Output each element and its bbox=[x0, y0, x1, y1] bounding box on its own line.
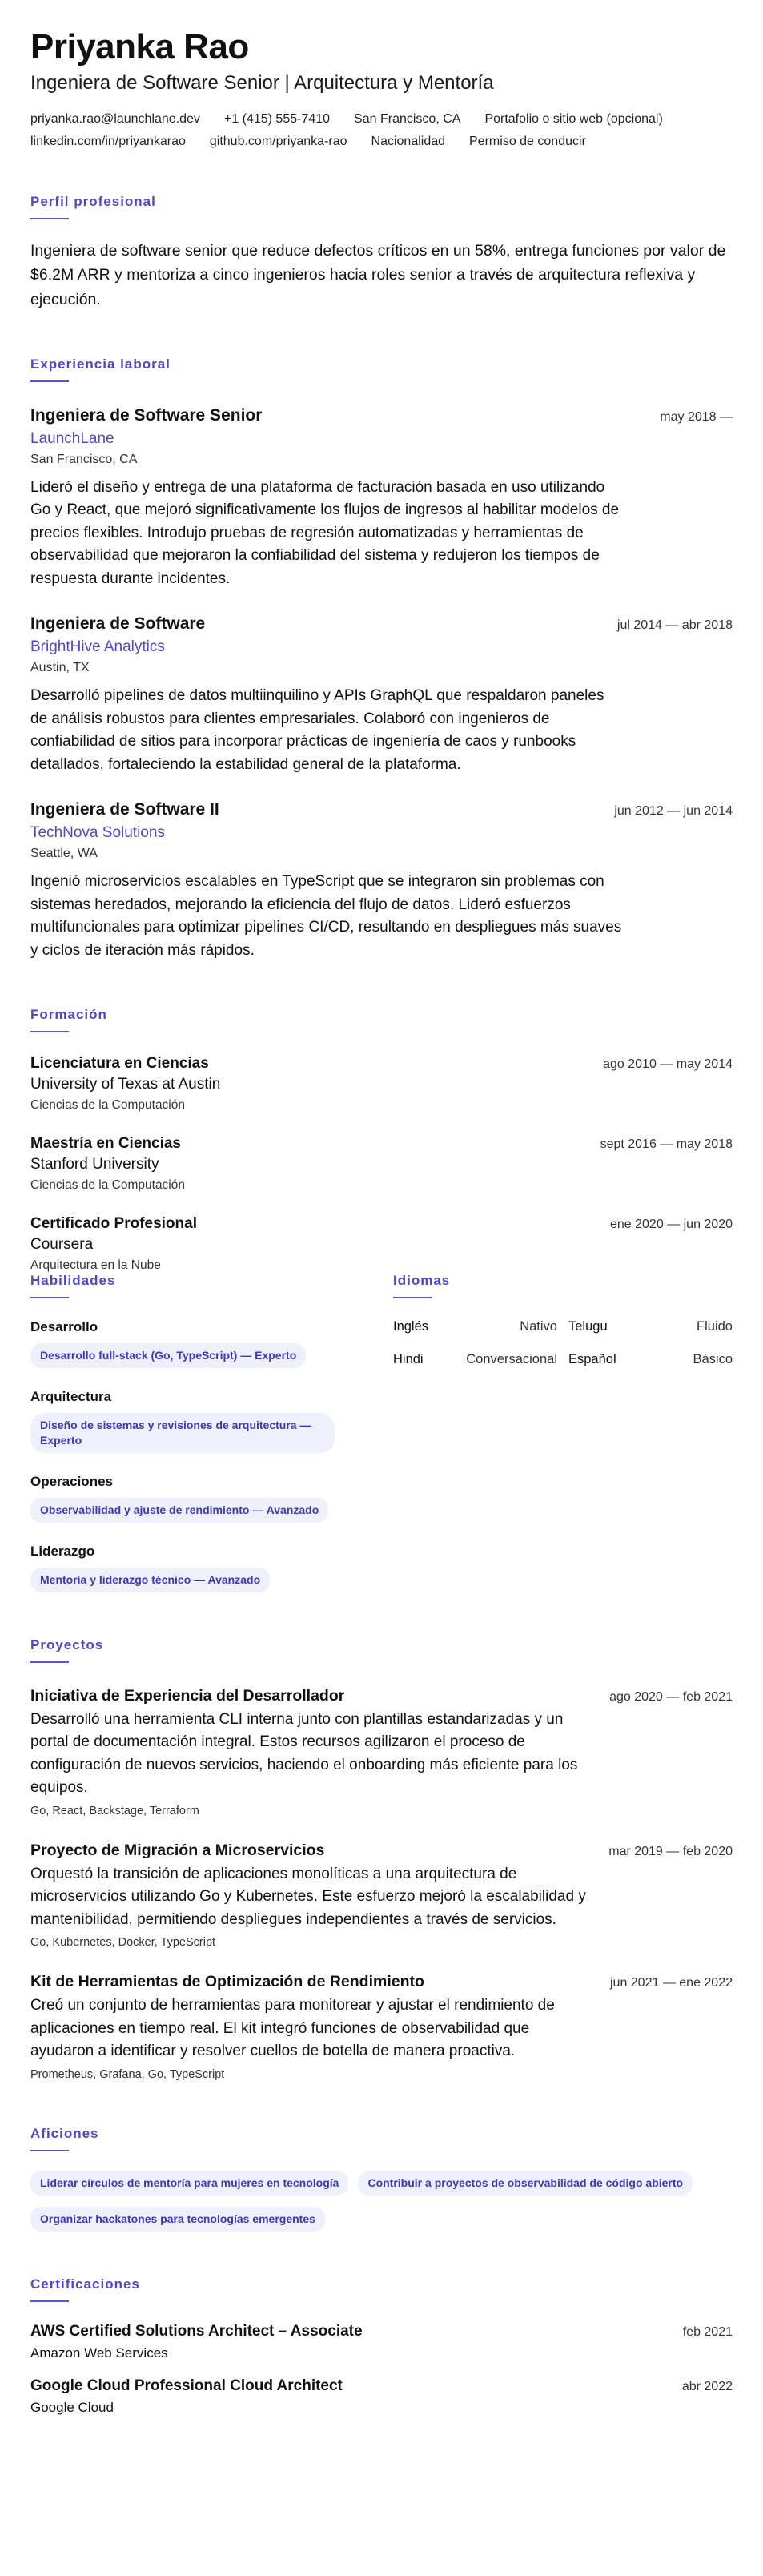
job-entry bbox=[30, 406, 733, 591]
job-dates: jul 2014 — abr 2018 bbox=[616, 618, 733, 633]
language-item bbox=[393, 1352, 557, 1367]
job-title: Ingeniera de Software II bbox=[30, 800, 219, 819]
education-school: Stanford University bbox=[30, 1156, 159, 1173]
education-degree: Licenciatura en Ciencias bbox=[30, 1055, 209, 1073]
contact-linkedin[interactable]: linkedin.com/in/priyankarao bbox=[30, 135, 186, 149]
skill-category: Desarrollo bbox=[30, 1319, 98, 1335]
project-description: Desarrolló una herramienta CLI interna junto con plantillas estandarizadas y un portal de documentación integral. Estos recursos agilizaron el proceso de configuración de nuevos servicios, haciendo el onboarding más eficiente para los equipos. bbox=[30, 1710, 578, 1797]
interest-chip: Contribuir a proyectos de observabilidad de código abierto bbox=[358, 2171, 693, 2196]
project-description: Creó un conjunto de herramientas para monitorear y ajustar el rendimiento de aplicaciones en tiempo real. El kit integró funciones de observabilidad que ayudaron a identificar y resolver cuellos de botella de manera proactiva. bbox=[30, 1997, 555, 2060]
project-title: Proyecto de Migración a Microservicios bbox=[30, 1841, 325, 1859]
project-tech: Prometheus, Grafana, Go, TypeScript bbox=[30, 2067, 225, 2081]
contact-info-secondary bbox=[30, 135, 733, 149]
education-field: Ciencias de la Computación bbox=[30, 1178, 185, 1193]
language-level: Fluido bbox=[697, 1319, 733, 1334]
certification-date: feb 2021 bbox=[682, 2324, 733, 2339]
interests-list bbox=[30, 2164, 733, 2232]
interest-chip: Organizar hackatones para tecnologías emergentes bbox=[30, 2207, 325, 2232]
job-location: San Francisco, CA bbox=[30, 452, 138, 466]
language-item bbox=[568, 1352, 733, 1367]
education-dates: ago 2010 — may 2014 bbox=[603, 1057, 733, 1072]
certifications-section bbox=[30, 2276, 733, 2416]
education-entry bbox=[30, 1055, 733, 1113]
education-field: Arquitectura en la Nube bbox=[30, 1258, 161, 1273]
section-divider bbox=[30, 2300, 69, 2302]
contact-info bbox=[30, 112, 733, 127]
job-title: Ingeniera de Software bbox=[30, 614, 206, 634]
project-description: Orquestó la transición de aplicaciones monolíticas a una arquitectura de microservicios utilizando Go y Kubernetes. Este esfuerzo mejoró la escalabilidad y mantenibilidad, permitiendo despliegues independientes a través de servicios. bbox=[30, 1865, 586, 1928]
section-title-skills: Habilidades bbox=[30, 1273, 116, 1289]
job-location: Austin, TX bbox=[30, 661, 90, 675]
project-title: Iniciativa de Experiencia del Desarrollador bbox=[30, 1686, 345, 1705]
section-divider bbox=[30, 1661, 69, 1663]
job-entry bbox=[30, 614, 733, 776]
section-divider bbox=[30, 218, 69, 219]
job-company: TechNova Solutions bbox=[30, 824, 165, 842]
skills-section bbox=[30, 1273, 367, 1592]
certification-entry bbox=[30, 2377, 733, 2416]
job-description: Ingenió microservicios escalables en TypeScript que se integraron sin problemas con sistemas heredados, mejorando la eficiencia del flujo de datos. Lideró esfuerzos multifuncionales para optimizar pipelines CI/CD, resultando en despliegues más suaves y ciclos de iteración más rápidos. bbox=[30, 873, 622, 959]
certification-issuer: Amazon Web Services bbox=[30, 2345, 168, 2361]
certification-title: AWS Certified Solutions Architect – Associate bbox=[30, 2322, 363, 2340]
job-entry bbox=[30, 800, 733, 962]
job-company: LaunchLane bbox=[30, 429, 114, 447]
languages-list bbox=[393, 1319, 733, 1367]
skill-category: Liderazgo bbox=[30, 1543, 95, 1559]
skills-languages-row bbox=[30, 1273, 733, 1592]
certification-title: Google Cloud Professional Cloud Architect bbox=[30, 2377, 343, 2394]
certification-entry bbox=[30, 2323, 733, 2361]
job-company: BrightHive Analytics bbox=[30, 638, 165, 656]
resume-header bbox=[30, 29, 733, 149]
section-title-experience: Experiencia laboral bbox=[30, 356, 171, 372]
contact-nationality: Nacionalidad bbox=[371, 135, 446, 149]
section-divider bbox=[30, 2150, 69, 2151]
skill-chip: Diseño de sistemas y revisiones de arquitectura — Experto bbox=[30, 1413, 335, 1453]
section-title-education: Formación bbox=[30, 1007, 107, 1023]
job-location: Seattle, WA bbox=[30, 847, 98, 861]
education-entry bbox=[30, 1215, 733, 1273]
project-title: Kit de Herramientas de Optimización de Rendimiento bbox=[30, 1973, 424, 1991]
project-entry bbox=[30, 1973, 733, 2081]
skill-chip: Observabilidad y ajuste de rendimiento — Avanzado bbox=[30, 1498, 328, 1523]
project-dates: mar 2019 — feb 2020 bbox=[608, 1844, 733, 1858]
language-level: Conversacional bbox=[466, 1352, 557, 1367]
education-field: Ciencias de la Computación bbox=[30, 1098, 185, 1113]
languages-section bbox=[393, 1273, 733, 1592]
contact-driving-license: Permiso de conducir bbox=[469, 135, 586, 149]
skill-chip: Mentoría y liderazgo técnico — Avanzado bbox=[30, 1568, 270, 1592]
project-tech: Go, Kubernetes, Docker, TypeScript bbox=[30, 1936, 216, 1950]
candidate-name: Priyanka Rao bbox=[30, 27, 249, 66]
section-divider bbox=[30, 1031, 69, 1032]
section-title-certifications: Certificaciones bbox=[30, 2276, 140, 2292]
job-dates: may 2018 — bbox=[660, 409, 733, 424]
section-divider bbox=[30, 1297, 69, 1298]
education-dates: ene 2020 — jun 2020 bbox=[609, 1218, 733, 1232]
interests-section bbox=[30, 2126, 733, 2232]
certification-issuer: Google Cloud bbox=[30, 2399, 114, 2415]
skill-category: Operaciones bbox=[30, 1474, 113, 1490]
project-entry bbox=[30, 1687, 733, 1817]
language-item bbox=[568, 1319, 733, 1334]
project-entry bbox=[30, 1841, 733, 1950]
section-title-interests: Aficiones bbox=[30, 2125, 99, 2141]
language-name: Telugu bbox=[568, 1319, 608, 1334]
job-title: Ingeniera de Software Senior bbox=[30, 405, 263, 425]
contact-github[interactable]: github.com/priyanka-rao bbox=[209, 135, 347, 149]
education-school: University of Texas at Austin bbox=[30, 1076, 221, 1093]
language-item bbox=[393, 1319, 557, 1334]
section-title-projects: Proyectos bbox=[30, 1636, 104, 1652]
language-name: Español bbox=[568, 1352, 616, 1367]
language-level: Básico bbox=[693, 1352, 733, 1367]
education-degree: Maestría en Ciencias bbox=[30, 1135, 181, 1153]
section-title-profile: Perfil profesional bbox=[30, 194, 156, 210]
projects-section bbox=[30, 1637, 733, 2081]
contact-email[interactable]: priyanka.rao@launchlane.dev bbox=[30, 112, 200, 127]
job-dates: jun 2012 — jun 2014 bbox=[614, 804, 733, 819]
project-dates: ago 2020 — feb 2021 bbox=[609, 1689, 733, 1704]
job-description: Lideró el diseño y entrega de una plataforma de facturación basada en uso utilizando Go y React, que mejoró significativamente los flujos de ingresos al habilitar modelos de precios flexibles. Introdujo pruebas de regresión automatizadas y herramientas de observabilidad que mejoraron la confiabilidad del sistema y redujeron los tiempos de respuesta durante incidentes. bbox=[30, 478, 620, 587]
education-entry bbox=[30, 1135, 733, 1193]
education-section bbox=[30, 1007, 733, 1273]
section-title-languages: Idiomas bbox=[393, 1273, 451, 1289]
project-tech: Go, React, Backstage, Terraform bbox=[30, 1804, 199, 1817]
profile-section bbox=[30, 194, 733, 312]
education-degree: Certificado Profesional bbox=[30, 1215, 197, 1233]
language-name: Inglés bbox=[393, 1319, 429, 1334]
skill-chip: Desarrollo full-stack (Go, TypeScript) — Experto bbox=[30, 1343, 306, 1368]
contact-phone[interactable]: +1 (415) 555-7410 bbox=[223, 112, 331, 127]
project-dates: jun 2021 — ene 2022 bbox=[609, 1976, 733, 1990]
education-school: Coursera bbox=[30, 1236, 94, 1254]
contact-location: San Francisco, CA bbox=[354, 112, 461, 127]
candidate-subtitle: Ingeniera de Software Senior | Arquitectura y Mentoría bbox=[30, 72, 494, 95]
contact-portfolio[interactable]: Portafolio o sitio web (opcional) bbox=[484, 112, 663, 127]
interest-chip: Liderar círculos de mentoría para mujeres en tecnología bbox=[30, 2171, 348, 2196]
certification-date: abr 2022 bbox=[681, 2379, 733, 2393]
section-divider bbox=[30, 380, 69, 382]
language-name: Hindi bbox=[393, 1352, 424, 1367]
profile-summary: Ingeniera de software senior que reduce defectos críticos en un 58%, entrega funciones por valor de $6.2M ARR y mentoriza a cinco ingenieros hacia roles senior a través de arquitectura reflexiva y ejecución. bbox=[30, 242, 726, 308]
job-description: Desarrolló pipelines de datos multiinquilino y APIs GraphQL que respaldaron paneles de análisis robustos para clientes empresariales. Colaboró con ingenieros de confiabilidad de sitios para incorporar prácticas de ingeniería de caos y runbooks detallados, fortaleciendo la estabilidad general de la plataforma. bbox=[30, 687, 604, 773]
experience-section bbox=[30, 356, 733, 963]
education-dates: sept 2016 — may 2018 bbox=[600, 1137, 733, 1152]
section-divider bbox=[393, 1297, 432, 1298]
language-level: Nativo bbox=[520, 1319, 557, 1334]
skill-category: Arquitectura bbox=[30, 1389, 112, 1405]
